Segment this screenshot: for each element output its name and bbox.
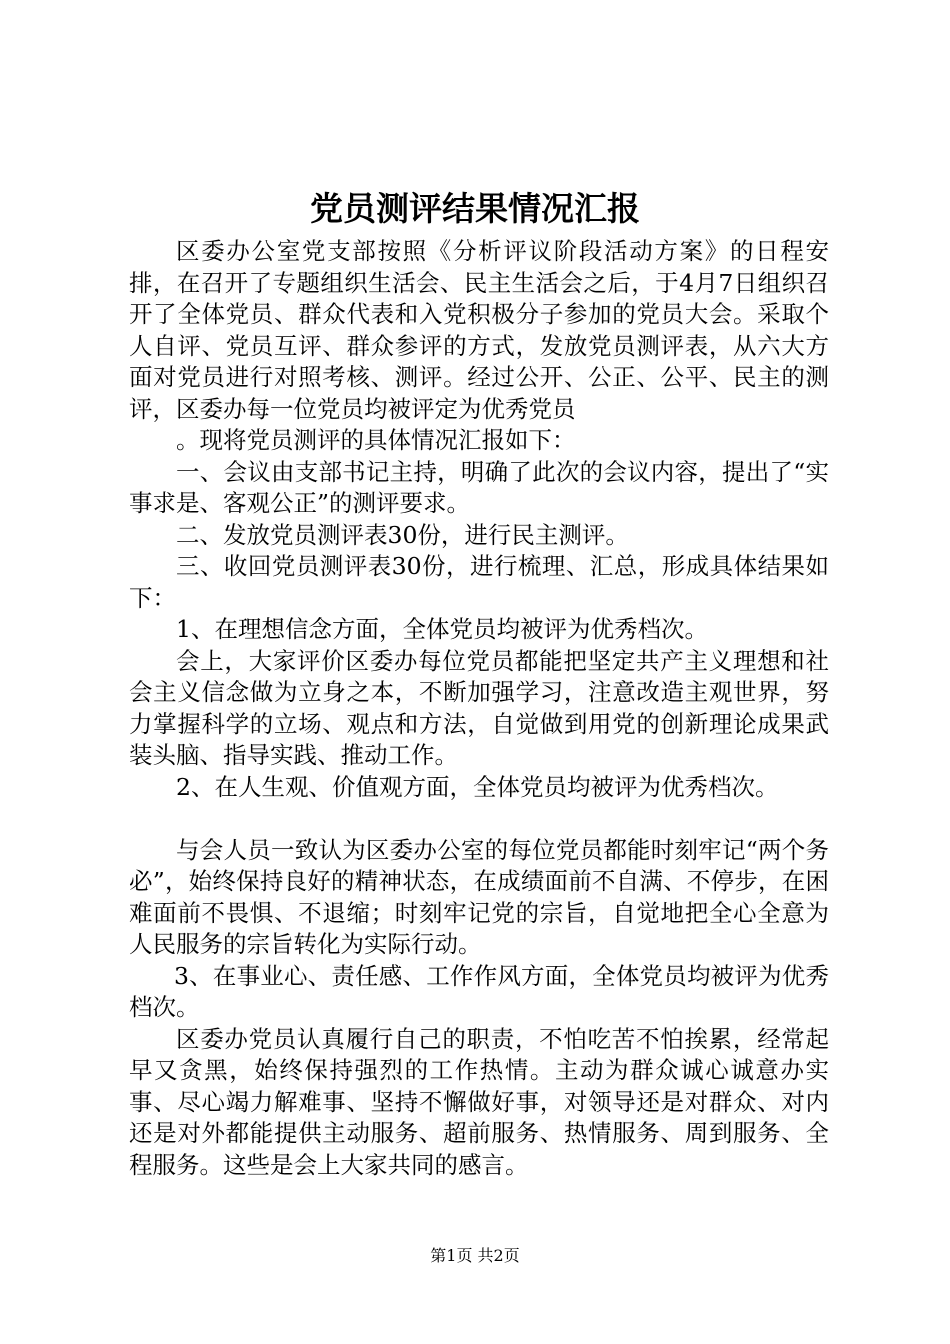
document-title: 党员测评结果情况汇报 — [310, 189, 640, 228]
document-body — [129, 236, 829, 1181]
blank-line — [129, 803, 829, 835]
paragraph-result-2: 2、在人生观、价值观方面，全体党员均被评为优秀档次。 — [176, 772, 779, 801]
page-footer: 第1页 共2页 — [430, 1246, 520, 1265]
paragraph-report-lead: 。现将党员测评的具体情况汇报如下： — [176, 426, 576, 454]
paragraph-result-1: 1、在理想信念方面，全体党员均被评为优秀档次。 — [176, 615, 708, 643]
paragraph-result-3-detail: 区委办党员认真履行自己的职责，不怕吃苦不怕挨累，经常起早又贪黑，始终保持强烈的工作热情。主动为群众诚心诚意办实事、尽心竭力解难事、坚持不懈做好事，对领导还是对群众、对内还是对外都能提供主动服务、超前服务、热情服务、周到服务、全程服务。这些是会上大家共同的感言。 — [129, 1024, 829, 1179]
paragraph-item-2: 二、发放党员测评表30份，进行民主测评。 — [176, 520, 629, 549]
paragraph-item-3: 三、收回党员测评表30份，进行梳理、汇总，形成具体结果如下： — [129, 552, 829, 612]
paragraph-item-1: 一、会议由支部书记主持，明确了此次的会议内容，提出了“实事求是、客观公正”的测评要求。 — [129, 457, 829, 517]
paragraph-result-2-detail: 与会人员一致认为区委办公室的每位党员都能时刻牢记“两个务必”，始终保持良好的精神状态，在成绩面前不自满、不停步，在困难面前不畏惧、不退缩；时刻牢记党的宗旨，自觉地把全心全意为人民服务的宗旨转化为实际行动。 — [129, 835, 829, 958]
paragraph-result-1-detail: 会上，大家评价区委办每位党员都能把坚定共产主义理想和社会主义信念做为立身之本，不断加强学习，注意改造主观世界，努力掌握科学的立场、观点和方法，自觉做到用党的创新理论成果武装头脑、指导实践、推动工作。 — [129, 646, 829, 769]
paragraph-intro: 区委办公室党支部按照《分析评议阶段活动方案》的日程安排，在召开了专题组织生活会、民主生活会之后，于4月7日组织召开了全体党员、群众代表和入党积极分子参加的党员大会。采取个人自评、党员互评、群众参评的方式，发放党员测评表，从六大方面对党员进行对照考核、测评。经过公开、公正、公平、民主的测评，区委办每一位党员均被评定为优秀党员 — [129, 237, 829, 423]
paragraph-result-3: 3、在事业心、责任感、工作作风方面，全体党员均被评为优秀档次。 — [129, 961, 829, 1021]
